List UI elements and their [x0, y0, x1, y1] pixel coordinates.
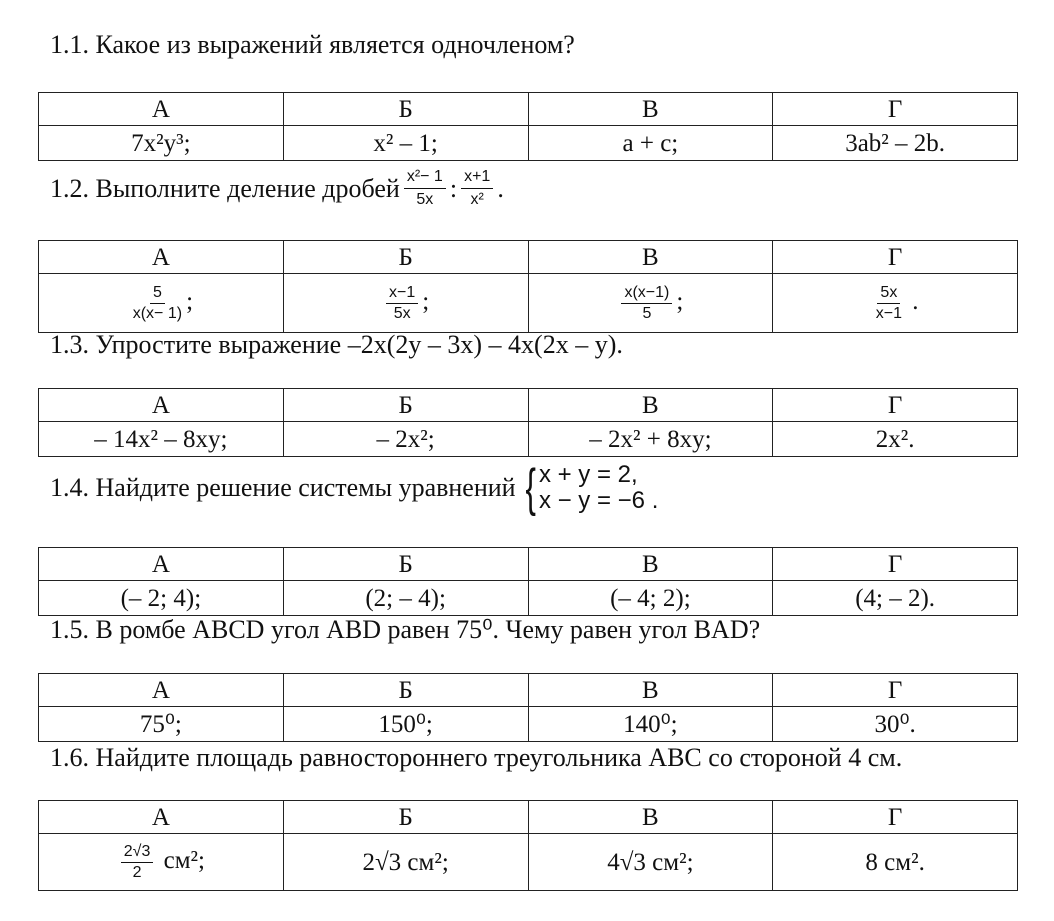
header-row: [39, 93, 1018, 126]
answer-text: x² – 1;: [373, 129, 438, 157]
numerator: 5x: [877, 285, 900, 304]
answer-option[interactable]: [773, 126, 1018, 161]
answer-table-6: [38, 800, 1018, 891]
option-letter: Б: [283, 674, 528, 707]
denominator: x²: [470, 191, 484, 208]
question-text: 1.1. Какое из выражений является одночленом?: [50, 30, 575, 59]
header-row: [39, 389, 1018, 422]
option-letter: Б: [283, 548, 528, 581]
option-letter: А: [39, 93, 284, 126]
answer-row: [39, 581, 1018, 616]
fraction: [876, 285, 902, 322]
answer-option[interactable]: [283, 126, 528, 161]
answer-table-1: [38, 92, 1018, 161]
answer-option[interactable]: [39, 126, 284, 161]
denominator: 5x: [416, 191, 434, 208]
answer-option[interactable]: [528, 834, 773, 891]
answer-table-5: [38, 673, 1018, 742]
period: .: [497, 173, 504, 203]
answer-text: 3ab² – 2b.: [845, 129, 946, 157]
brace-icon: {: [525, 459, 536, 518]
answer-option[interactable]: [773, 707, 1018, 742]
option-letter: А: [39, 674, 284, 707]
question-text: 1.5. В ромбе ABCD угол ABD равен 75⁰. Чему равен угол BAD?: [50, 615, 761, 644]
answer-text: (– 2; 4);: [120, 584, 202, 612]
answer-option[interactable]: [39, 834, 284, 891]
answer-option[interactable]: [773, 834, 1018, 891]
answer-row: [39, 834, 1018, 891]
option-letter: Б: [283, 241, 528, 274]
answer-option[interactable]: [528, 274, 773, 333]
answer-option[interactable]: [39, 581, 284, 616]
numerator: 5: [150, 285, 165, 304]
answer-option[interactable]: [283, 422, 528, 457]
option-letter: Г: [773, 674, 1018, 707]
answer-text: – 2x²;: [376, 425, 435, 453]
answer-option[interactable]: [39, 707, 284, 742]
answer-row: [39, 274, 1018, 333]
answer-suffix: ;: [186, 287, 194, 315]
fraction: [404, 168, 446, 209]
answer-option[interactable]: [773, 422, 1018, 457]
equation: x + y = 2,: [538, 461, 638, 488]
header-row: [39, 548, 1018, 581]
option-letter: Г: [773, 241, 1018, 274]
fraction: [461, 168, 493, 209]
answer-option[interactable]: [283, 834, 528, 891]
numerator: x²− 1: [404, 168, 446, 189]
answer-row: [39, 422, 1018, 457]
option-letter: В: [528, 389, 773, 422]
answer-suffix: см²;: [157, 846, 205, 874]
answer-option[interactable]: [773, 274, 1018, 333]
option-letter: А: [39, 801, 284, 834]
fraction: [133, 285, 182, 322]
header-row: [39, 241, 1018, 274]
answer-text: – 2x² + 8xy;: [589, 425, 712, 453]
answer-text: 30⁰.: [874, 710, 916, 738]
answer-table-4: [38, 547, 1018, 616]
answer-option[interactable]: [528, 581, 773, 616]
answer-option[interactable]: [283, 581, 528, 616]
answer-option[interactable]: [528, 126, 773, 161]
denominator: 2: [132, 863, 142, 881]
answer-row: [39, 707, 1018, 742]
question-4-title: [50, 459, 659, 518]
question-2-title: [50, 168, 504, 209]
answer-text: 8 см².: [865, 848, 925, 876]
denominator: x(x− 1): [132, 304, 183, 322]
question-text: 1.2. Выполните деление дробей: [50, 173, 400, 203]
equation: x − y = −6 .: [538, 487, 659, 515]
option-letter: В: [528, 674, 773, 707]
question-1-title: [50, 30, 575, 60]
denominator: x−1: [875, 304, 902, 322]
answer-text: 2x².: [875, 425, 915, 453]
option-letter: В: [528, 241, 773, 274]
answer-option[interactable]: [39, 422, 284, 457]
numerator: 2√3: [121, 844, 154, 863]
answer-text: 7x²y³;: [131, 129, 191, 157]
denominator: 5x: [393, 304, 411, 322]
answer-text: 4√3 см²;: [607, 848, 694, 876]
denominator: 5: [642, 304, 652, 322]
question-3-title: [50, 330, 623, 360]
answer-option[interactable]: [283, 707, 528, 742]
numerator: x(x−1): [621, 285, 672, 304]
answer-option[interactable]: [528, 707, 773, 742]
option-letter: Б: [283, 389, 528, 422]
option-letter: А: [39, 548, 284, 581]
fraction: [621, 285, 672, 322]
equation-system: [522, 459, 659, 518]
answer-option[interactable]: [528, 422, 773, 457]
question-6-title: [50, 743, 902, 773]
question-5-title: [50, 615, 760, 645]
answer-suffix: .: [906, 287, 919, 315]
answer-row: [39, 126, 1018, 161]
answer-text: (– 4; 2);: [610, 584, 691, 612]
answer-text: – 14x² – 8xy;: [94, 425, 228, 453]
answer-table-3: [38, 388, 1018, 457]
option-letter: В: [528, 93, 773, 126]
answer-text: (4; – 2).: [855, 584, 936, 612]
question-text: 1.3. Упростите выражение –2x(2y – 3x) – 4x(2x – y).: [50, 330, 623, 359]
option-letter: Г: [773, 548, 1018, 581]
option-letter: Б: [283, 801, 528, 834]
answer-option[interactable]: [39, 274, 284, 333]
answer-text: 140⁰;: [623, 710, 678, 738]
fraction: [386, 285, 418, 322]
answer-text: 2√3 см²;: [362, 848, 449, 876]
fraction: [121, 844, 154, 881]
answer-suffix: ;: [422, 287, 430, 315]
answer-option[interactable]: [773, 581, 1018, 616]
question-text: 1.4. Найдите решение системы уравнений: [50, 473, 516, 503]
answer-table-2: [38, 240, 1018, 333]
option-letter: А: [39, 241, 284, 274]
question-text: 1.6. Найдите площадь равностороннего треугольника ABC со стороной 4 см.: [50, 743, 903, 772]
option-letter: В: [528, 801, 773, 834]
option-letter: В: [528, 548, 773, 581]
option-letter: Г: [773, 389, 1018, 422]
option-letter: Г: [773, 801, 1018, 834]
answer-text: (2; – 4);: [365, 584, 446, 612]
header-row: [39, 801, 1018, 834]
answer-text: 150⁰;: [378, 710, 433, 738]
numerator: x+1: [461, 168, 493, 189]
division-sign: :: [449, 173, 458, 203]
header-row: [39, 674, 1018, 707]
numerator: x−1: [386, 285, 418, 304]
answer-text: 75⁰;: [139, 710, 182, 738]
equations: [539, 462, 658, 515]
answer-text: a + c;: [622, 129, 679, 157]
option-letter: Г: [773, 93, 1018, 126]
option-letter: Б: [283, 93, 528, 126]
answer-option[interactable]: [283, 274, 528, 333]
answer-suffix: ;: [676, 287, 684, 315]
option-letter: А: [39, 389, 284, 422]
